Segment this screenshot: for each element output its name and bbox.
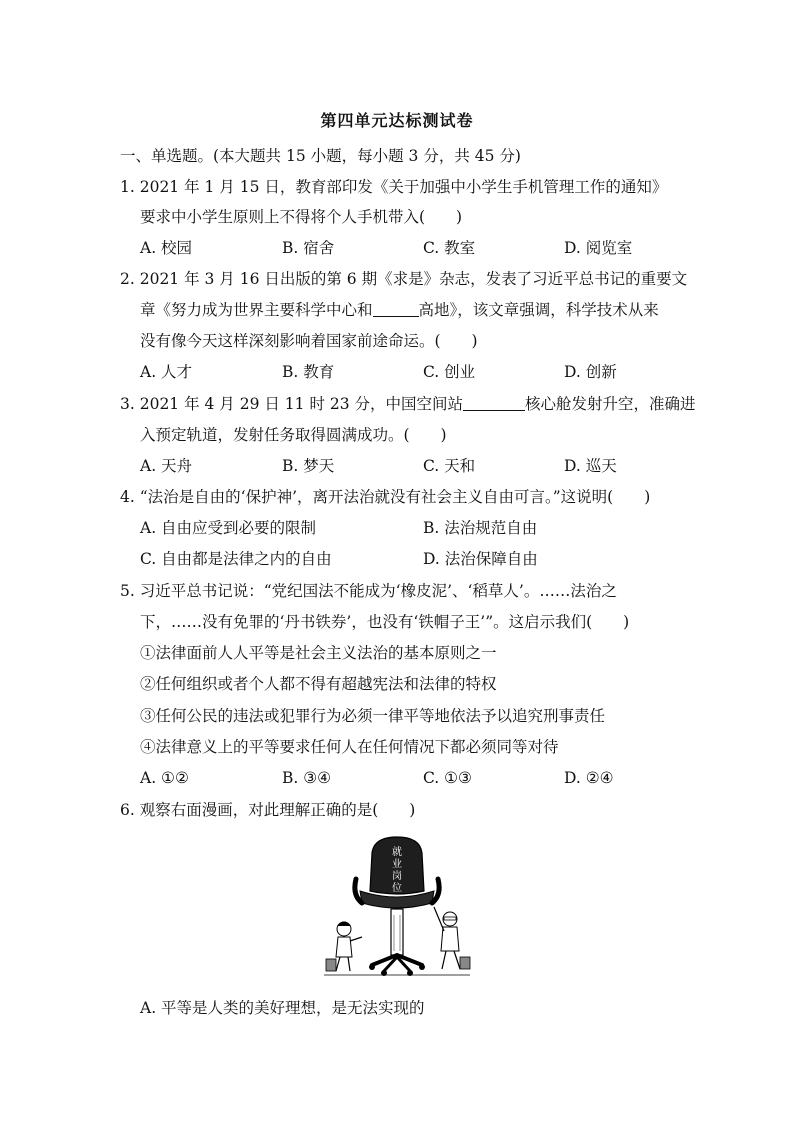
- chair-label-char-3: 岗: [392, 871, 402, 882]
- job-chair-cartoon: [322, 833, 472, 981]
- q2-option-a: A. 人才: [140, 363, 193, 381]
- q2-line-2: [140, 298, 659, 322]
- q1-option-c: C. 教室: [423, 239, 476, 257]
- q5-statement-2: ②任何组织或者个人都不得有超越宪法和法律的特权: [140, 675, 497, 693]
- q6-option-a: A. 平等是人类的美好理想，是无法实现的: [140, 999, 425, 1017]
- q2-answer-blank: [373, 300, 419, 317]
- page-title: 第四单元达标测试卷: [320, 111, 474, 130]
- q5-option-d: D. ②④: [564, 769, 614, 787]
- q1-option-d: D. 阅览室: [564, 239, 633, 257]
- q1-line-1: 1. 2021 年 1 月 15 日，教育部印发《关于加强中小学生手机管理工作的通知》: [120, 178, 668, 196]
- q2-line-2-part-1: 章《努力成为世界主要科学中心和: [140, 301, 373, 319]
- q2-option-d: D. 创新: [564, 363, 617, 381]
- q3-line-1: [120, 392, 696, 416]
- chair-label-char-2: 业: [392, 859, 402, 870]
- q5-option-b: B. ③④: [282, 769, 332, 787]
- q5-statement-3: ③任何公民的违法或犯罪行为必须一律平等地依法予以追究刑事责任: [140, 707, 606, 725]
- q4-line-1: 4. “法治是自由的‘保护神’，离开法治就没有社会主义自由可言。”这说明( ): [120, 488, 651, 506]
- q6-line-1: 6. 观察右面漫画，对此理解正确的是( ): [120, 801, 416, 819]
- q5-line-1: 5. 习近平总书记说：“党纪国法不能成为‘橡皮泥’、‘稻草人’。……法治之: [120, 582, 617, 600]
- q4-option-c: C. 自由都是法律之内的自由: [140, 550, 332, 568]
- chair-label-char-1: 就: [392, 847, 402, 858]
- q1-option-b: B. 宿舍: [282, 239, 335, 257]
- q3-line-1-part-2: 核心舱发射升空，准确进: [525, 395, 696, 413]
- q5-line-2: 下，……没有免罪的‘丹书铁券’，也没有‘铁帽子王’”。这启示我们( ): [140, 613, 630, 631]
- q4-option-d: D. 法治保障自由: [423, 550, 538, 568]
- q3-option-b: B. 梦天: [282, 457, 335, 475]
- q3-option-d: D. 巡天: [564, 457, 617, 475]
- q2-option-c: C. 创业: [423, 363, 476, 381]
- q4-option-a: A. 自由应受到必要的限制: [140, 519, 317, 537]
- q3-option-c: C. 天和: [423, 457, 476, 475]
- q2-option-b: B. 教育: [282, 363, 335, 381]
- chair-label-char-4: 位: [392, 883, 402, 894]
- q3-answer-blank: [463, 394, 525, 411]
- q3-line-1-part-1: 3. 2021 年 4 月 29 日 11 时 23 分，中国空间站: [120, 395, 464, 413]
- q5-option-c: C. ①③: [423, 769, 472, 787]
- q1-line-2: 要求中小学生原则上不得将个人手机带入( ): [140, 208, 463, 226]
- q2-line-1: 2. 2021 年 3 月 16 日出版的第 6 期《求是》杂志，发表了习近平总书记的重要文: [120, 270, 688, 288]
- q5-statement-1: ①法律面前人人平等是社会主义法治的基本原则之一: [140, 644, 497, 662]
- q4-option-b: B. 法治规范自由: [423, 519, 538, 537]
- q5-option-a: A. ①②: [140, 769, 189, 787]
- q5-statement-4: ④法律意义上的平等要求任何人在任何情况下都必须同等对待: [140, 738, 559, 756]
- q3-line-2: 入预定轨道，发射任务取得圆满成功。( ): [140, 426, 447, 444]
- q2-line-2-part-2: 高地》，该文章强调，科学技术从来: [418, 301, 659, 319]
- q3-option-a: A. 天舟: [140, 457, 193, 475]
- q2-line-3: 没有像今天这样深刻影响着国家前途命运。( ): [140, 332, 478, 350]
- q1-option-a: A. 校园: [140, 239, 193, 257]
- section-heading: 一、单选题。(本大题共 15 小题，每小题 3 分，共 45 分): [120, 147, 521, 165]
